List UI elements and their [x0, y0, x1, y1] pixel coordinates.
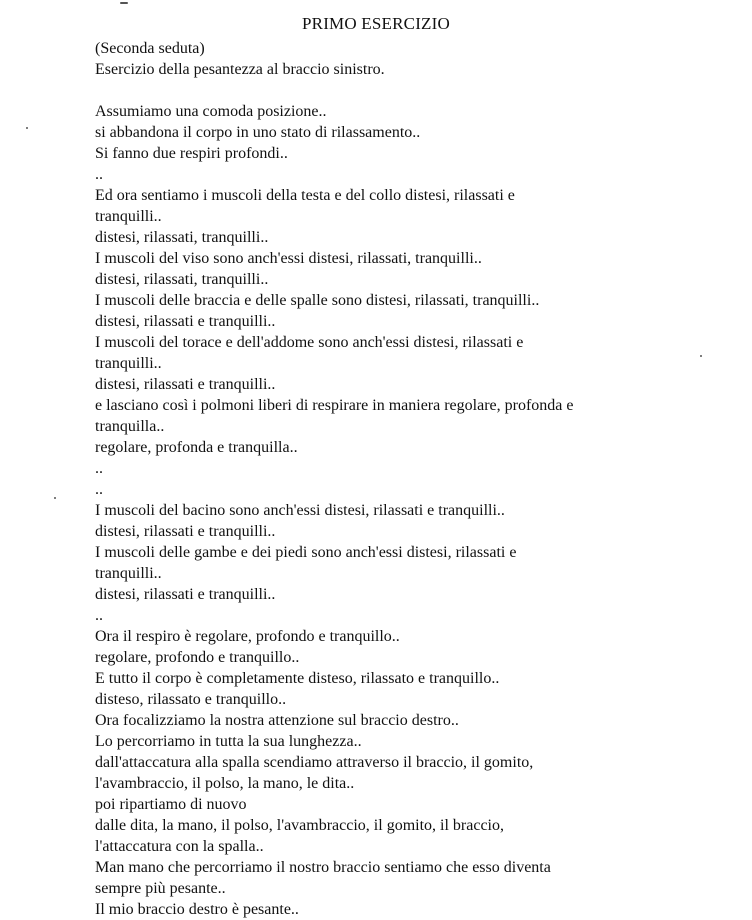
text-line: Esercizio della pesantezza al braccio sinistro. — [95, 61, 385, 78]
text-line: I muscoli del bacino sono anch'essi distesi, rilassati e tranquilli.. — [95, 502, 505, 519]
text-line: .. — [95, 460, 103, 477]
text-line: tranquilli.. — [95, 355, 162, 372]
text-line: Assumiamo una comoda posizione.. — [95, 103, 327, 120]
text-line: dall'attaccatura alla spalla scendiamo attraverso il braccio, il gomito, — [95, 754, 534, 771]
text-line: distesi, rilassati e tranquilli.. — [95, 586, 276, 603]
text-line: .. — [95, 607, 103, 624]
text-line: tranquilli.. — [95, 208, 162, 225]
scan-speck — [120, 2, 128, 4]
text-line: distesi, rilassati e tranquilli.. — [95, 376, 276, 393]
text-line: Lo percorriamo in tutta la sua lunghezza.. — [95, 733, 362, 750]
text-line: Ora il respiro è regolare, profondo e tranquillo.. — [95, 628, 400, 645]
scan-speck — [26, 127, 28, 129]
text-line: Ed ora sentiamo i muscoli della testa e del collo distesi, rilassati e — [95, 187, 515, 204]
text-line: Ora focalizziamo la nostra attenzione sul braccio destro.. — [95, 712, 459, 729]
text-line: si abbandona il corpo in uno stato di rilassamento.. — [95, 124, 421, 141]
text-line: distesi, rilassati, tranquilli.. — [95, 271, 269, 288]
text-line: I muscoli delle gambe e dei piedi sono anch'essi distesi, rilassati e — [95, 544, 517, 561]
scan-speck — [700, 355, 702, 357]
text-line: e lasciano così i polmoni liberi di respirare in maniera regolare, profonda e — [95, 397, 574, 414]
text-line: sempre più pesante.. — [95, 880, 226, 897]
text-line: poi ripartiamo di nuovo — [95, 796, 247, 813]
text-line: distesi, rilassati e tranquilli.. — [95, 313, 276, 330]
text-line: .. — [95, 481, 103, 498]
text-line: distesi, rilassati, tranquilli.. — [95, 229, 269, 246]
paragraph-gap — [95, 80, 735, 101]
text-line: tranquilla.. — [95, 418, 165, 435]
text-line: Il mio braccio destro è pesante.. — [95, 901, 299, 918]
text-line: (Seconda seduta) — [95, 40, 205, 57]
text-line: dalle dita, la mano, il polso, l'avambraccio, il gomito, il braccio, — [95, 817, 504, 834]
text-line: I muscoli del torace e dell'addome sono anch'essi distesi, rilassati e — [95, 334, 524, 351]
text-line: Si fanno due respiri profondi.. — [95, 145, 288, 162]
scan-speck — [54, 497, 56, 499]
text-line: E tutto il corpo è completamente disteso, rilassato e tranquillo.. — [95, 670, 500, 687]
document-title: PRIMO ESERCIZIO — [302, 14, 450, 33]
text-line: regolare, profondo e tranquillo.. — [95, 649, 300, 666]
text-line: .. — [95, 166, 103, 183]
text-line: I muscoli del viso sono anch'essi distesi, rilassati, tranquilli.. — [95, 250, 482, 267]
text-line: tranquilli.. — [95, 565, 162, 582]
text-line: l'attaccatura con la spalla.. — [95, 838, 264, 855]
text-line: distesi, rilassati e tranquilli.. — [95, 523, 276, 540]
text-line: regolare, profonda e tranquilla.. — [95, 439, 298, 456]
text-line: disteso, rilassato e tranquillo.. — [95, 691, 287, 708]
text-line: I muscoli delle braccia e delle spalle sono distesi, rilassati, tranquilli.. — [95, 292, 540, 309]
text-line: Man mano che percorriamo il nostro braccio sentiamo che esso diventa — [95, 859, 551, 876]
document-body — [95, 38, 735, 920]
text-line: l'avambraccio, il polso, la mano, le dita.. — [95, 775, 355, 792]
